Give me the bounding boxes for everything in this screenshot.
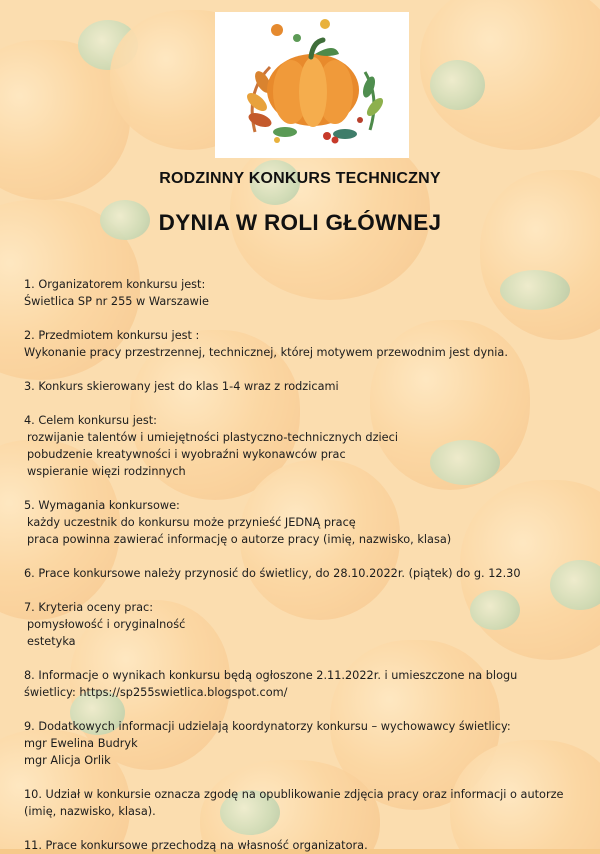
rule-heading: 5. Wymagania konkursowe:	[24, 499, 180, 512]
rule-text: wspieranie więzi rodzinnych	[27, 465, 186, 478]
rule-section-3	[24, 378, 594, 395]
coordinator-name: mgr Alicja Orlik	[24, 754, 111, 767]
rule-heading: 10. Udział w konkursie oznacza zgodę na opublikowanie zdjęcia pracy oraz informacji o autorze	[24, 788, 564, 801]
rule-section-2	[24, 327, 594, 361]
rule-heading: 8. Informacje o wynikach konkursu będą ogłoszone 2.11.2022r. i umieszczone na blogu	[24, 669, 518, 682]
rule-section-8	[24, 667, 594, 701]
rule-heading: 7. Kryteria oceny prac:	[24, 601, 154, 614]
rule-text: praca powinna zawierać informację o autorze pracy (imię, nazwisko, klasa)	[27, 533, 452, 546]
rule-section-4	[24, 412, 594, 480]
rule-section-11	[24, 837, 594, 854]
coordinator-name: mgr Ewelina Budryk	[24, 737, 138, 750]
rule-section-7	[24, 599, 594, 650]
rules-list	[24, 276, 594, 854]
rule-text: rozwijanie talentów i umiejętności plastyczno-technicznych dzieci	[27, 431, 398, 444]
rule-text: Wykonanie pracy przestrzennej, technicznej, której motywem przewodnim jest dynia.	[24, 346, 508, 359]
rule-heading: 1. Organizatorem konkursu jest:	[24, 278, 206, 291]
rule-section-10	[24, 786, 594, 820]
rule-text: Świetlica SP nr 255 w Warszawie	[24, 295, 209, 308]
pumpkin-illustration-icon	[215, 12, 409, 158]
rule-heading: 4. Celem konkursu jest:	[24, 414, 157, 427]
rule-section-1	[24, 276, 594, 310]
blog-link-text: świetlicy: https://sp255swietlica.blogspot.com/	[24, 686, 288, 699]
rule-text: pomysłowość i oryginalność	[27, 618, 186, 631]
rule-section-5	[24, 497, 594, 548]
rule-heading: 2. Przedmiotem konkursu jest :	[24, 329, 200, 342]
rule-heading: 9. Dodatkowych informacji udzielają koordynatorzy konkursu – wychowawcy świetlicy:	[24, 720, 511, 733]
contest-title: DYNIA W ROLI GŁÓWNEJ	[158, 210, 442, 235]
rule-section-6	[24, 565, 594, 582]
rule-heading: 3. Konkurs skierowany jest do klas 1-4 wraz z rodzicami	[24, 380, 339, 393]
rule-heading: 11. Prace konkursowe przechodzą na własność organizatora.	[24, 839, 368, 852]
rule-text: pobudzenie kreatywności i wyobraźni wykonawców prac	[27, 448, 346, 461]
rule-text: każdy uczestnik do konkursu może przynieść JEDNĄ pracę	[27, 516, 356, 529]
rule-text: estetyka	[27, 635, 76, 648]
logo-panel	[215, 12, 409, 158]
rule-text: (imię, nazwisko, klasa).	[24, 805, 156, 818]
contest-subtitle: RODZINNY KONKURS TECHNICZNY	[159, 170, 441, 187]
rule-section-9	[24, 718, 594, 769]
rule-heading: 6. Prace konkursowe należy przynosić do świetlicy, do 28.10.2022r. (piątek) do g. 12.30	[24, 567, 521, 580]
